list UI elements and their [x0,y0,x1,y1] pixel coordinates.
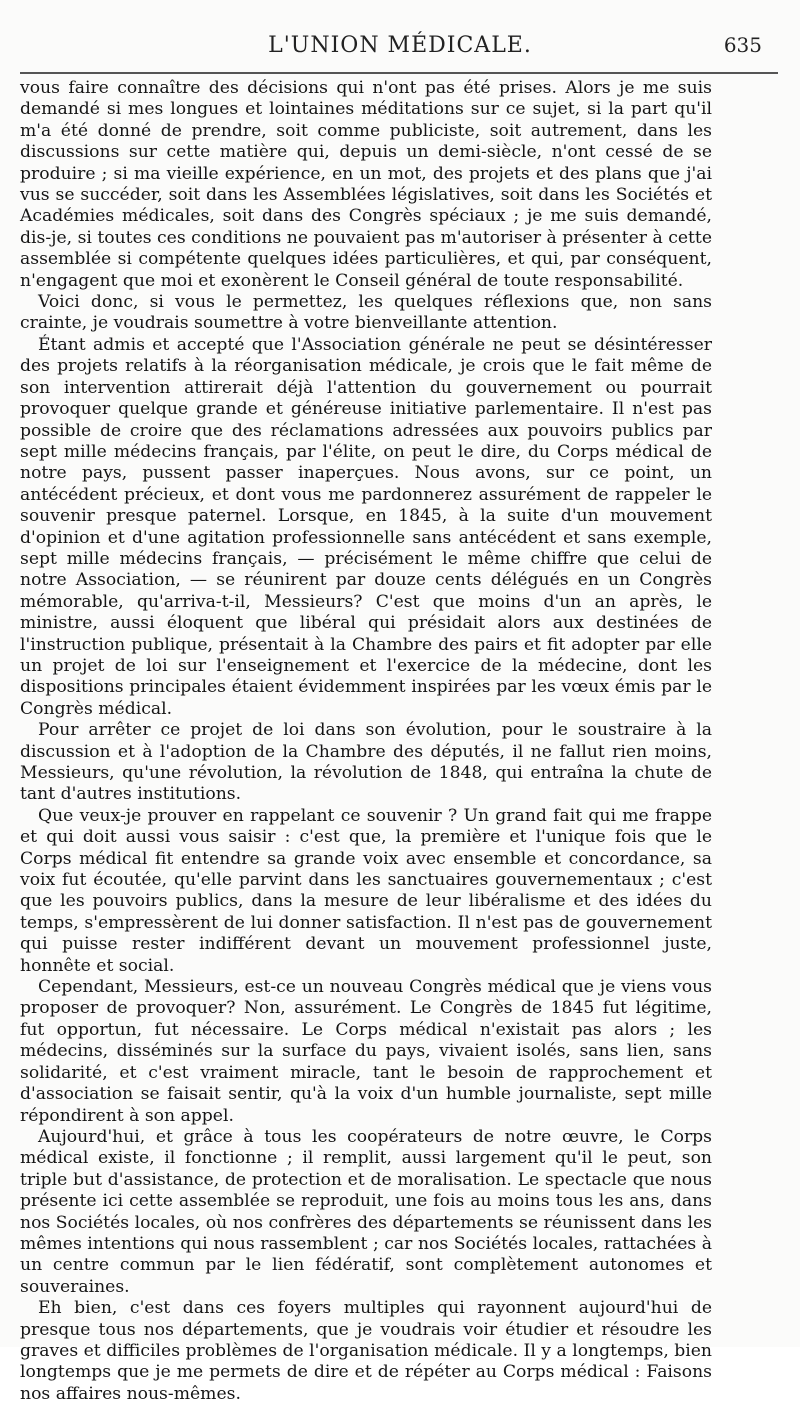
page-number: 635 [723,33,762,57]
paragraph-8: Eh bien, c'est dans ces foyers multiples qui rayonnent aujourd'hui de presque tous nos départements, que je voudrais voir étudier et résoudre les graves et difficiles problèmes de l'organisation médicale. Il y a longtemps, bien longtemps que je me permets de dire et de répéter au Corps médical : Faisons nos affaires nous-mêmes. [20,1298,712,1404]
article-body [20,78,712,1405]
paragraph-2: Voici donc, si vous le permettez, les quelques réflexions que, non sans crainte, je voudrais soumettre à votre bienveillante attention. [20,292,712,334]
header-rule [20,72,778,74]
paragraph-3: Étant admis et accepté que l'Association générale ne peut se désintéresser des projets relatifs à la réorganisation médicale, je crois que le fait même de son intervention attirerait déjà l'attention du gouvernement ou pourrait provoquer quelque grande et généreuse initiative parlementaire. Il n'est pas possible de croire que des réclamations adressées aux pouvoirs publics par sept mille médecins français, par l'élite, on peut le dire, du Corps médical de notre pays, pussent passer inaperçues. Nous avons, sur ce point, un antécédent précieux, et dont vous me pardonnerez assurément de rappeler le souvenir presque paternel. Lorsque, en 1845, à la suite d'un mouvement d'opinion et d'une agitation professionnelle sans antécédent et sans exemple, sept mille médecins français, — précisément le même chiffre que celui de notre Association, — se réunirent par douze cents délégués en un Congrès mémorable, qu'arriva-t-il, Messieurs? C'est que moins d'un an après, le ministre, aussi éloquent que libéral qui présidait alors aux destinées de l'instruction publique, présentait à la Chambre des pairs et fit adopter par elle un projet de loi sur l'enseignement et l'exercice de la médecine, dont les dispositions principales étaient évidemment inspirées par les vœux émis par le Congrès médical. [20,334,712,719]
paragraph-6: Cependant, Messieurs, est-ce un nouveau Congrès médical que je viens vous proposer de provoquer? Non, assurément. Le Congrès de 1845 fut légitime, fut opportun, fut nécessaire. Le Corps médical n'existait pas alors ; les médecins, disséminés sur la surface du pays, vivaient isolés, sans lien, sans solidarité, et c'est vraiment miracle, tant le besoin de rapprochement et d'association se faisait sentir, qu'à la voix d'un humble journaliste, sept mille répondirent à son appel. [20,977,712,1126]
running-header-title: L'UNION MÉDICALE. [268,33,532,58]
paragraph-1: vous faire connaître des décisions qui n'ont pas été prises. Alors je me suis demandé si mes longues et lointaines méditations sur ce sujet, si la part qu'il m'a été donné de prendre, soit comme publiciste, soit autrement, dans les discussions sur cette matière qui, depuis un demi-siècle, n'ont cessé de se produire ; si ma vieille expérience, en un mot, des projets et des plans que j'ai vus se succéder, soit dans les Assemblées législatives, soit dans les Sociétés et Académies médicales, soit dans des Congrès spéciaux ; je me suis demandé, dis-je, si toutes ces conditions ne pouvaient pas m'autoriser à présenter à cette assemblée si compétente quelques idées particulières, et qui, par conséquent, n'engagent que moi et exonèrent le Conseil général de toute responsabilité. [20,78,712,291]
paragraph-5: Que veux-je prouver en rappelant ce souvenir ? Un grand fait qui me frappe et qui doit aussi vous saisir : c'est que, la première et l'unique fois que le Corps médical fit entendre sa grande voix avec ensemble et concordance, sa voix fut écoutée, qu'elle parvint dans les sanctuaires gouvernementaux ; c'est que les pouvoirs publics, dans la mesure de leur libéralisme et des idées du temps, s'empressèrent de lui donner satisfaction. Il n'est pas de gouvernement qui puisse rester indifférent devant un mouvement professionnel juste, honnête et social. [20,805,712,976]
paragraph-4: Pour arrêter ce projet de loi dans son évolution, pour le soustraire à la discussion et à l'adoption de la Chambre des députés, il ne fallut rien moins, Messieurs, qu'une révolution, la révolution de 1848, qui entraîna la chute de tant d'autres institutions. [20,720,712,805]
paragraph-7: Aujourd'hui, et grâce à tous les coopérateurs de notre œuvre, le Corps médical existe, il fonctionne ; il remplit, aussi largement qu'il le peut, son triple but d'assistance, de protection et de moralisation. Le spectacle que nous présente ici cette assemblée se reproduit, une fois au moins tous les ans, dans nos Sociétés locales, où nos confrères des départements se réunissent dans les mêmes intentions qui nous rassemblent ; car nos Sociétés locales, rattachées à un centre commun par le lien fédératif, sont complètement autonomes et souveraines. [20,1126,712,1297]
